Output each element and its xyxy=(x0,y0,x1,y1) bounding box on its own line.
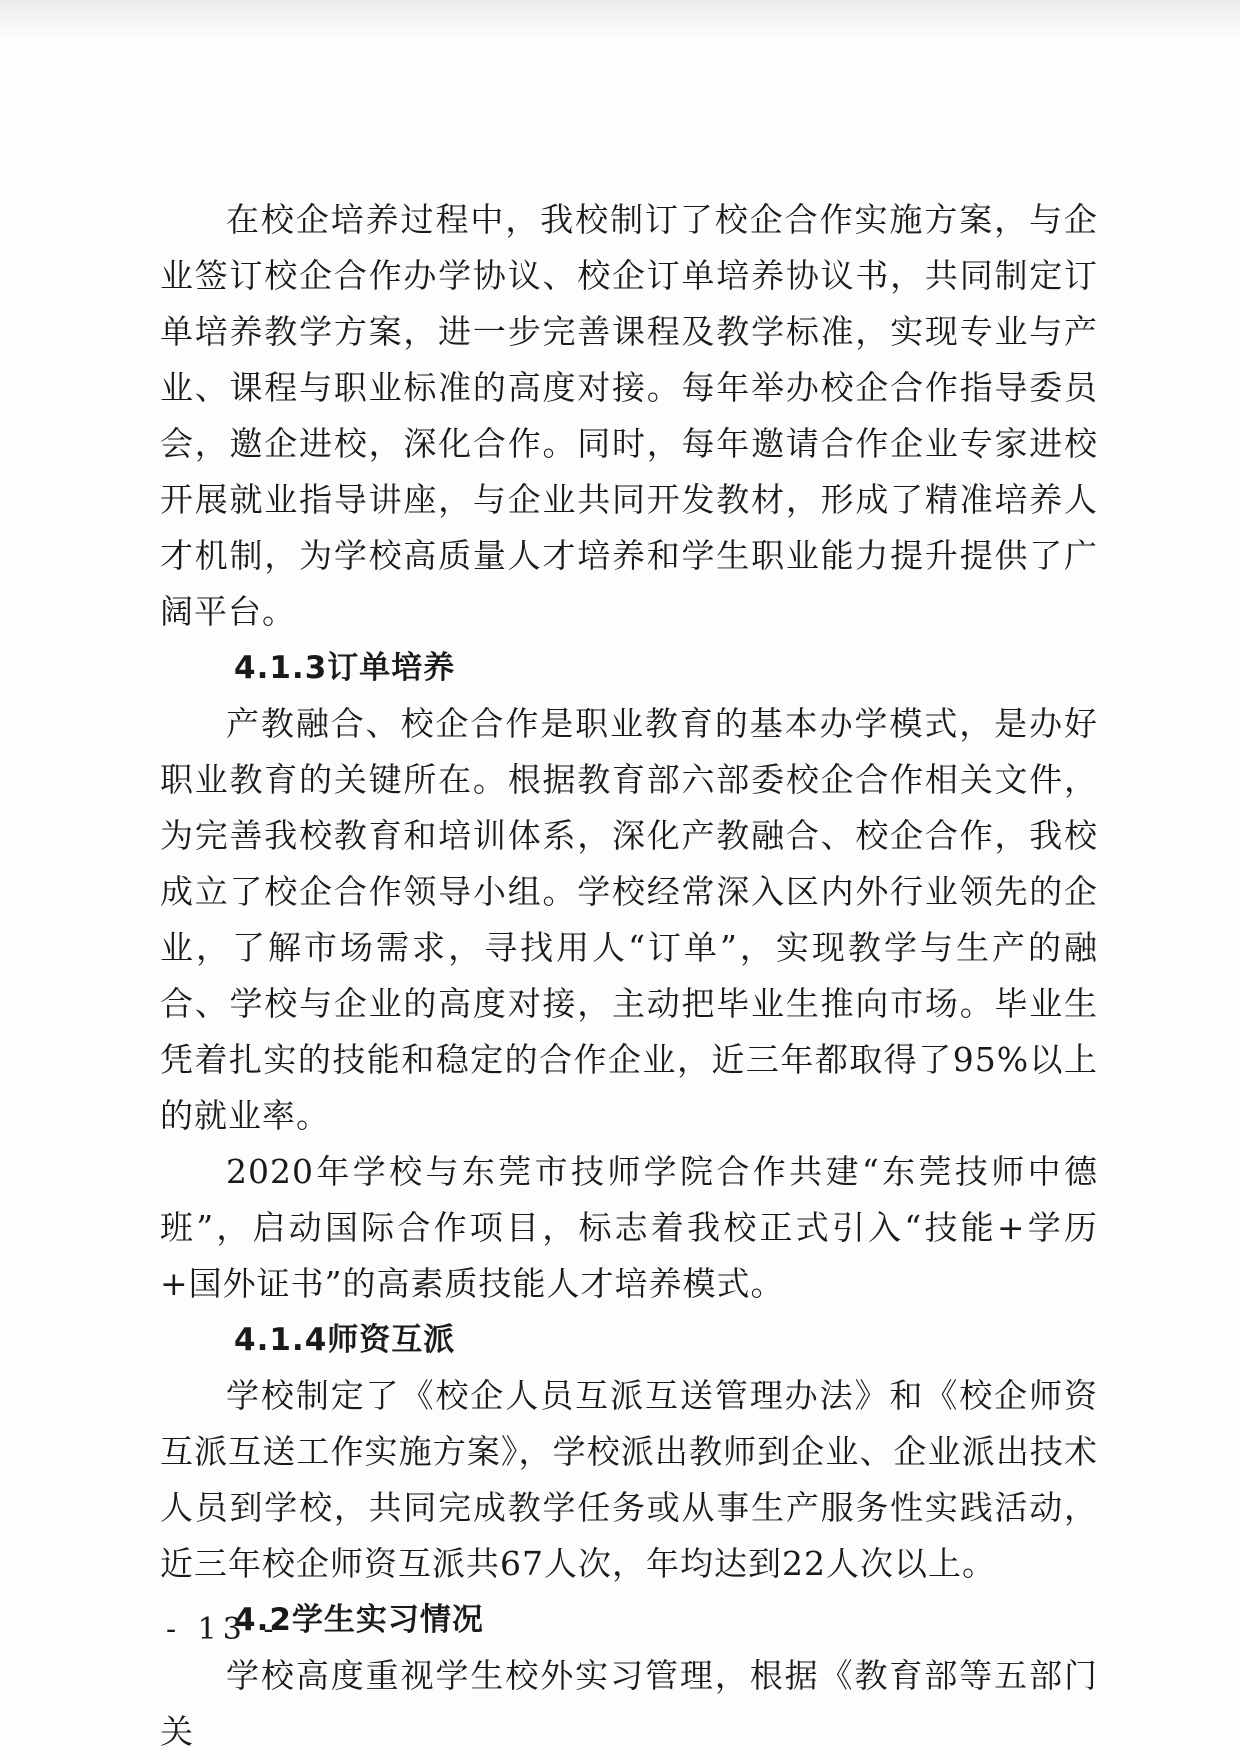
paragraph-order-training: 产教融合、校企合作是职业教育的基本办学模式，是办好职业教育的关键所在。根据教育部六部委校企合作相关文件，为完善我校教育和培训体系，深化产教融合、校企合作，我校成立了校企合作领导小组。学校经常深入区内外行业领先的企业，了解市场需求，寻找用人“订单”，实现教学与生产的融合、学校与企业的高度对接，主动把毕业生推向市场。毕业生凭着扎实的技能和稳定的合作企业，近三年都取得了95%以上的就业率。 xyxy=(160,704,1098,1135)
page-body xyxy=(160,192,1098,1760)
section-heading-teacher-exchange: 4.1.4师资互派 xyxy=(234,1322,456,1358)
paragraph-sino-german-class: 2020年学校与东莞市技师学院合作共建“东莞技师中德班”，启动国际合作项目，标志着我校正式引入“技能+学历+国外证书”的高素质技能人才培养模式。 xyxy=(160,1152,1098,1303)
page-number: - 13 - xyxy=(166,1612,280,1647)
scan-edge-shade xyxy=(0,0,1240,40)
section-heading-student-internship: 4.2学生实习情况 xyxy=(234,1602,484,1638)
paragraph-teacher-exchange: 学校制定了《校企人员互派互送管理办法》和《校企师资互派互送工作实施方案》，学校派出教师到企业、企业派出技术人员到学校，共同完成教学任务或从事生产服务性实践活动，近三年校企师资互派共67人次，年均达到22人次以上。 xyxy=(160,1376,1098,1583)
paragraph-school-enterprise-training: 在校企培养过程中，我校制订了校企合作实施方案，与企业签订校企合作办学协议、校企订单培养协议书，共同制定订单培养教学方案，进一步完善课程及教学标准，实现专业与产业、课程与职业标准的高度对接。每年举办校企合作指导委员会，邀企进校，深化合作。同时，每年邀请合作企业专家进校开展就业指导讲座，与企业共同开发教材，形成了精准培养人才机制，为学校高质量人才培养和学生职业能力提升提供了广阔平台。 xyxy=(160,200,1098,631)
paragraph-student-internship: 学校高度重视学生校外实习管理，根据《教育部等五部门关 xyxy=(160,1656,1098,1751)
section-heading-order-training: 4.1.3订单培养 xyxy=(234,650,456,686)
